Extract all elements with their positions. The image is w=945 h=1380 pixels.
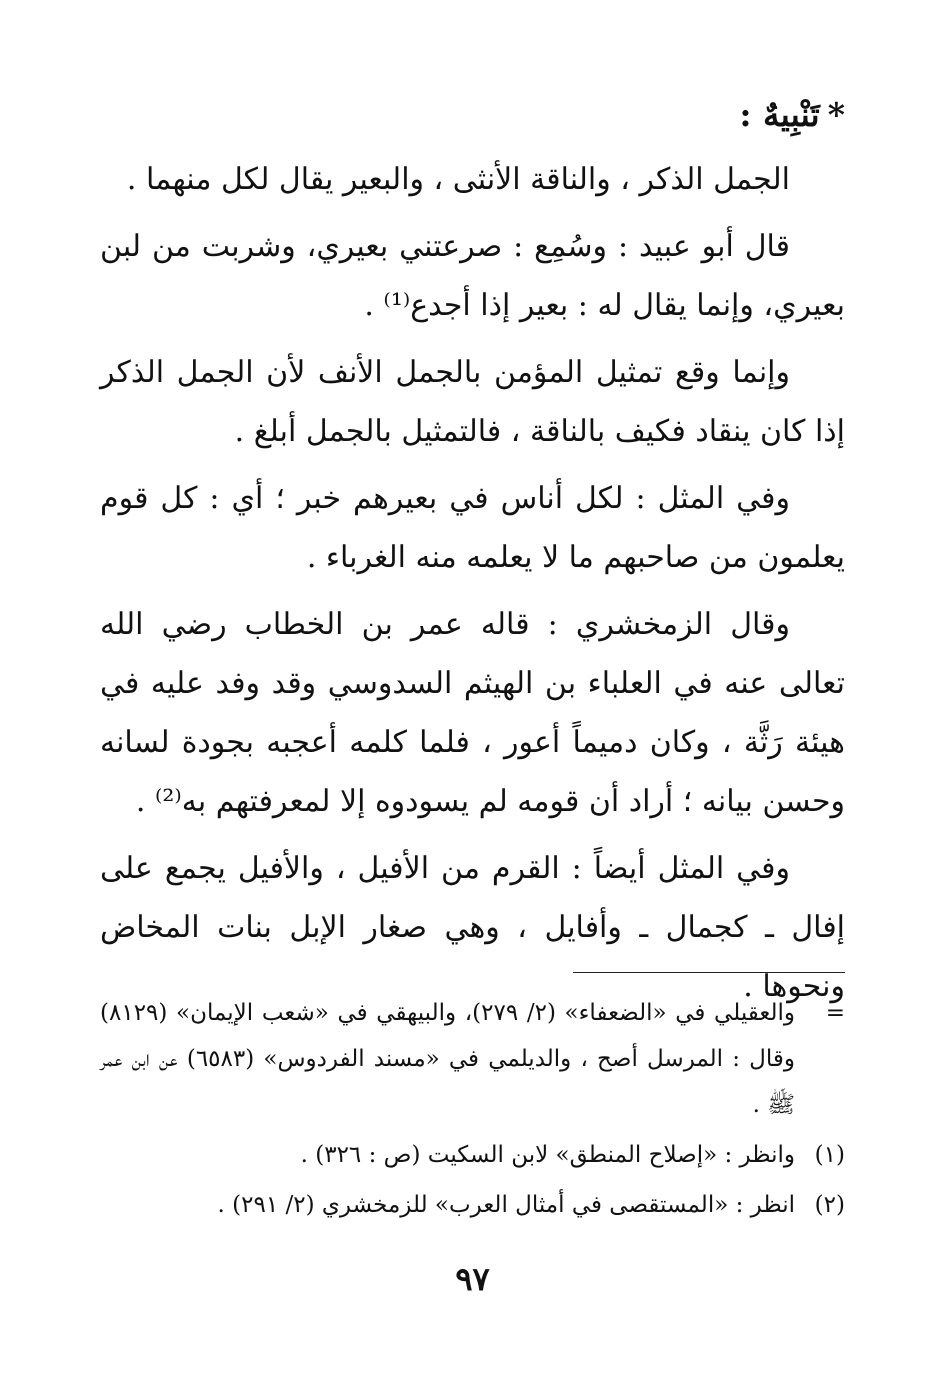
footnote-item — [100, 1132, 845, 1178]
footnote-divider — [573, 972, 845, 973]
paragraph: وقال الزمخشري : قاله عمر بن الخطاب رضي الله تعالى عنه في العلباء بن الهيثم السدوسي وقد وفد عليه في هيئة رَثَّة ، وكان دميماً أعور ، فلما كلمه أعجبه بجودة لسانه وحسن بيانه ؛ أراد أن قومه لم يسودوه إلا لمعرفتهم به⁽²⁾ . — [100, 607, 845, 819]
page-number: ٩٧ — [455, 1260, 490, 1298]
section-heading — [739, 90, 845, 140]
footnote-continuation — [100, 990, 845, 1128]
footnote-item — [100, 1182, 845, 1228]
paragraph: وفي المثل : لكل أناس في بعيرهم خبر ؛ أي : كل قوم يعلمون من صاحبهم ما لا يعلمه منه الغرباء . — [100, 481, 845, 575]
footnote-number: (٢) — [814, 1192, 845, 1218]
main-text — [100, 150, 845, 1016]
asterisk-icon: * — [827, 95, 845, 134]
heading-title: تَنْبِيهٌ : — [739, 95, 820, 134]
paragraph: وفي المثل أيضاً : القرم من الأفيل ، والأفيل يجمع على إفال ـ كجمال ـ وأفايل ، وهي صغار الإبل بنات المخاض ونحوها . — [100, 851, 845, 1004]
footnotes — [100, 990, 845, 1228]
footnote-text: انظر : «المستقصى في أمثال العرب» للزمخشري (٢/ ٢٩١) . — [217, 1192, 795, 1218]
footnote-text: وانظر : «إصلاح المنطق» لابن السكيت (ص : ٣٢٦) . — [300, 1142, 795, 1168]
footnote-number: (١) — [814, 1142, 845, 1168]
paragraph: قال أبو عبيد : وسُمِع : صرعتني بعيري، وشربت من لبن بعيري، وإنما يقال له : بعير إذا أجدع⁽¹⁾ . — [100, 229, 845, 323]
footnote-continuation-text: والعقيلي في «الضعفاء» (٢/ ٢٧٩)، والبيهقي في «شعب الإيمان» (٨١٢٩) وقال : المرسل أصح ، والديلمي في «مسند الفردوس» (٦٥٨٣) عن ابن عمر ﷺ . — [100, 1000, 795, 1118]
paragraph: الجمل الذكر ، والناقة الأنثى ، والبعير يقال لكل منهما . — [126, 162, 790, 197]
paragraph: وإنما وقع تمثيل المؤمن بالجمل الأنف لأن الجمل الذكر إذا كان ينقاد فكيف بالناقة ، فالتمثيل بالجمل أبلغ . — [100, 355, 845, 449]
continuation-marker: = — [825, 1000, 845, 1026]
